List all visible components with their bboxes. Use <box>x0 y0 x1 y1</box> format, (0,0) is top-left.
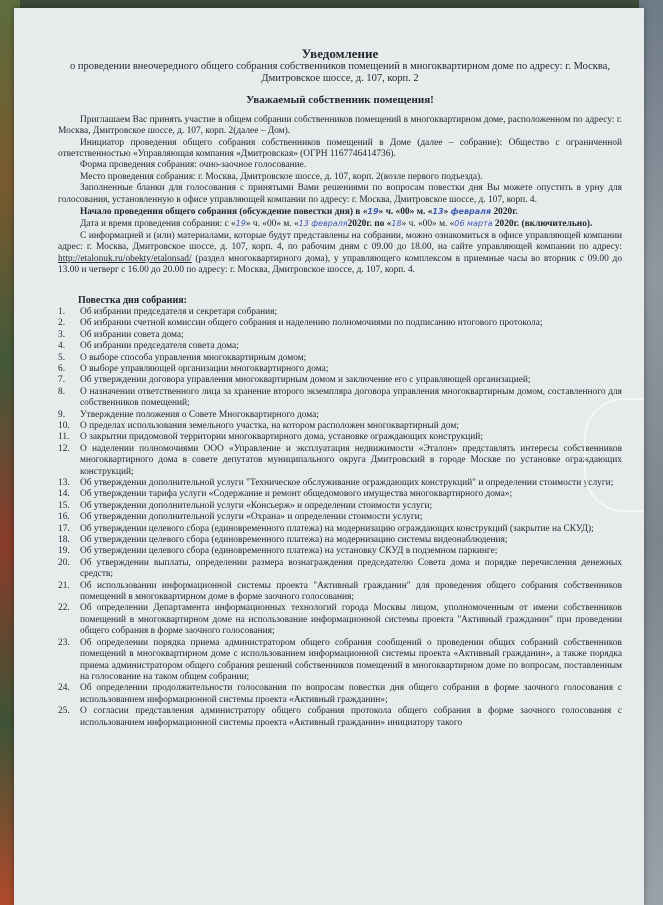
agenda-item <box>58 546 622 557</box>
agenda-item <box>58 581 622 604</box>
agenda-item-number: 22. <box>58 603 70 614</box>
agenda-item <box>58 638 622 684</box>
start-label: Начало проведения общего собрания (обсуждение повестки дня) в « <box>80 207 368 218</box>
agenda-item <box>58 341 622 352</box>
agenda-item-text: О выборе управляющей организации многоквартирного дома; <box>80 363 329 374</box>
agenda-item <box>58 330 622 341</box>
dates-month2-handwritten: марта <box>466 219 493 229</box>
agenda-item-number: 21. <box>58 580 70 591</box>
agenda-item-text: Об утверждении дополнительной услуги «Охрана» и определении стоимости услуги; <box>80 512 423 523</box>
agenda-item-number: 6. <box>58 363 66 374</box>
agenda-item-text: О назначении ответственного лица за хранение второго экземпляра договора управления многоквартирным домом, составленного для собственников помещений; <box>80 386 622 409</box>
agenda-item-text: Об утверждении целевого сбора (единовременного платежа) на модернизацию ограждающих конструкций (закрытие на СКУД); <box>80 523 594 534</box>
agenda-item-text: О согласии представления администратору общего собрания протокола общего собрания в форме заочного голосования с использованием информационной системы проекта «Активный гражданин» инициатору такого <box>80 706 622 728</box>
agenda-item <box>58 478 622 489</box>
paragraph-start <box>58 206 622 218</box>
paragraph-dates <box>58 218 622 230</box>
agenda-item-text: О выборе способа управления многоквартирным домом; <box>80 352 307 363</box>
agenda-item-text: О наделении полномочиями ООО «Управление и эксплуатация недвижимости «Эталон» представлять интересы собственников многоквартирного дома в совете депутатов муниципального округа Дмитровский в городе Москве по установке ограждающих конструкций; <box>80 443 622 477</box>
notice-title: Уведомление <box>301 46 379 61</box>
agenda-item-number: 16. <box>58 512 70 523</box>
agenda-item <box>58 364 622 375</box>
agenda-item <box>58 603 622 637</box>
agenda-item-text: Об избрании председателя и секретаря собрания; <box>80 306 278 317</box>
start-hour-handwritten: 19 <box>367 207 379 217</box>
agenda-item-text: Утверждение положения о Совете Многоквартирного дома; <box>80 409 319 420</box>
info-text-a: С информацией и (или) материалами, которые будут представлены на собрании, можно ознакомиться в офисе управляющей компании адрес: г. Москва, Дмитровское шоссе, д. 107, корп. 4, по рабочим дням с 09.00 до 18.00, на сайте управляющей компании по адресу: <box>58 230 622 253</box>
agenda-item-text: Об утверждении дополнительной услуги «Консьерж» и определении стоимости услуги; <box>80 500 433 511</box>
paragraph-invitation: Приглашаем Вас принять участие в общем собрании собственников помещений в многоквартирном доме, расположенном по адресу: г. Москва, Дмитровское шоссе, д. 107, корп. 2(далее – Дом). <box>58 114 622 137</box>
agenda-item-text: Об утверждении дополнительной услуги "Техническое обслуживание ограждающих конструкций" и определении стоимости услуги; <box>80 478 614 488</box>
dates-y2: 2020г. (включительно). <box>492 219 593 230</box>
paragraph-info <box>58 231 622 277</box>
paragraph-initiator: Инициатор проведения общего собрания собственников помещений в Доме (далее – собрание): Общество с ограниченной ответственностью «Управляющая компания «Дмитровская» (ОГРН 1167746414736). <box>58 137 622 160</box>
agenda-item <box>58 706 622 729</box>
notice-greeting: Уважаемый собственник помещения! <box>246 94 434 107</box>
dates-m2: » ч. «00» м. « <box>401 219 455 230</box>
agenda-item-number: 15. <box>58 500 70 511</box>
agenda-item-number: 13. <box>58 478 70 488</box>
agenda-item-number: 12. <box>58 443 70 454</box>
plastic-sleeve-glare <box>584 398 644 512</box>
start-day-handwritten: 13 <box>432 207 444 217</box>
start-mid: » ч. «00» м. « <box>378 207 433 218</box>
agenda-item-text: Об определении продолжительности голосования по вопросам повестки дня общего собрания в форме заочного голосования с использованием информационной системы проекта «Активный гражданин»; <box>80 683 622 705</box>
agenda-list <box>58 307 622 729</box>
start-sep: » <box>443 207 451 218</box>
agenda-item-number: 19. <box>58 546 70 557</box>
agenda-item-number: 10. <box>58 420 70 431</box>
agenda-item <box>58 375 622 386</box>
dates-m1: » ч. «00» м. « <box>245 219 299 230</box>
dates-month1-handwritten: февраля <box>311 219 348 229</box>
agenda-item-number: 9. <box>58 409 66 420</box>
agenda-item <box>58 683 622 706</box>
agenda-item <box>58 353 622 364</box>
agenda-item <box>58 444 622 478</box>
agenda-item-number: 24. <box>58 683 70 694</box>
agenda-item-text: Об избрании председателя совета дома; <box>80 341 239 352</box>
agenda-item-text: Об утверждении выплаты, определении размера вознаграждения председателю Совета дома и порядке перечисления денежных средств; <box>80 557 622 580</box>
start-month-handwritten: февраля <box>450 207 492 217</box>
agenda-item <box>58 432 622 443</box>
agenda-item <box>58 410 622 421</box>
dates-day2-handwritten: 06 <box>454 219 465 229</box>
agenda-item <box>58 318 622 329</box>
paragraph-form: Форма проведения собрания: очно-заочное голосование. <box>80 160 307 171</box>
dates-hour2-handwritten: 18 <box>391 219 402 229</box>
notice-content <box>14 8 644 729</box>
dates-hour1-handwritten: 19 <box>235 219 246 229</box>
agenda-item-text: Об избрании счетной комиссии общего собрания и наделению полномочиями по подписанию итогового протокола; <box>80 318 543 329</box>
agenda-item-text: Об избрании совета дома; <box>80 329 184 340</box>
agenda-item-number: 5. <box>58 352 66 363</box>
dates-day1-handwritten: 13 <box>298 219 309 229</box>
dates-label: Дата и время проведения собрания: с « <box>80 219 236 230</box>
agenda-heading: Повестка дня собрания: <box>78 294 187 306</box>
agenda-item-number: 7. <box>58 375 66 386</box>
notice-subtitle: о проведении внеочередного общего собрания собственников помещений в многоквартирном доме по адресу: г. Москва, Дмитровское шоссе, д. 107, корп. 2 <box>69 61 611 85</box>
paragraph-ballots: Заполненные бланки для голосования с принятыми Вами решениями по вопросам повестки дня Вы можете опустить в урну для голосования, установленную в офисе управляющей компании по адресу: г. Москва, Дмитровское шоссе, д. 107, корп. 4. <box>58 183 622 205</box>
agenda-item-text: О пределах использования земельного участка, на котором расположен многоквартирный дом; <box>80 420 459 431</box>
agenda-item-text: Об определении Департамента информационных технологий города Москвы лицом, уполномоченным от имени собственников помещений в многоквартирном доме на использование информационной системы проекта "Активный гражданин" при проведении общего собрания в форме заочного голосования; <box>80 603 622 637</box>
agenda-item-text: Об определении порядка приема администратором общего собрания сообщений о проведении общих собраний собственников помещений в многоквартирном доме с использованием информационной системы проекта «Активный гражданин», а также порядка приема администратором общего собрания решений собственников помещений в многоквартирном доме по вопросам, поставленным на голосование на таком общем собрании; <box>80 637 622 682</box>
agenda-item-text: Об утверждении целевого сбора (единовременного платежа) на установку СКУД в подземном паркинге; <box>80 546 498 557</box>
notice-sheet <box>14 8 644 905</box>
agenda-item <box>58 421 622 432</box>
agenda-item-text: Об утверждении целевого сбора (единовременного платежа) на модернизацию системы видеонаблюдения; <box>80 535 508 546</box>
agenda-item-number: 14. <box>58 489 70 500</box>
website-link[interactable]: http://etalonuk.ru/obekty/etalonsad/ <box>58 253 192 264</box>
agenda-item-text: О закрытии придомовой территории многоквартирного дома, установке ограждающих конструкций; <box>80 432 483 443</box>
agenda-item-number: 20. <box>58 557 70 568</box>
agenda-item <box>58 558 622 581</box>
agenda-item <box>58 524 622 535</box>
agenda-item-number: 18. <box>58 535 70 546</box>
agenda-item <box>58 501 622 512</box>
agenda-item-text: Об использовании информационной системы проекта "Активный гражданин" для проведения общего собрания собственников помещений в многоквартирном доме в форме заочного голосования; <box>80 580 622 603</box>
agenda-item-text: Об утверждении договора управления многоквартирным домом и заключение его с управляющей организацией; <box>80 375 531 386</box>
agenda-item-number: 2. <box>58 318 66 329</box>
agenda-item-number: 4. <box>58 341 66 352</box>
start-year: 2020г. <box>491 207 518 218</box>
paragraph-place: Место проведения собрания: г. Москва, Дмитровское шоссе, д. 107, корп. 2(возле первого подъезда). <box>80 171 483 182</box>
agenda-item <box>58 535 622 546</box>
agenda-item-number: 25. <box>58 706 70 717</box>
agenda-item <box>58 307 622 318</box>
agenda-item <box>58 489 622 500</box>
agenda-item-number: 1. <box>58 306 66 317</box>
agenda-item-number: 11. <box>58 432 70 443</box>
agenda-item-number: 8. <box>58 386 66 397</box>
agenda-item-text: Об утверждении тарифа услуги «Содержание и ремонт общедомового имущества многоквартирного дома»; <box>80 489 513 500</box>
agenda-item-number: 3. <box>58 329 66 340</box>
agenda-item <box>58 387 622 410</box>
info-text-b: (раздел многоквартирного дома), у управляющего комплексом в приемные часы во вторник с 09.00 до 13.00 и четверг с 16.00 до 20.00 по адресу: г. Москва, Дмитровское шоссе, д. 107, корп. 4. <box>58 253 623 276</box>
agenda-item-number: 17. <box>58 523 70 534</box>
dates-y1: 2020г. по « <box>347 219 392 230</box>
agenda-item <box>58 512 622 523</box>
agenda-item-number: 23. <box>58 637 70 648</box>
